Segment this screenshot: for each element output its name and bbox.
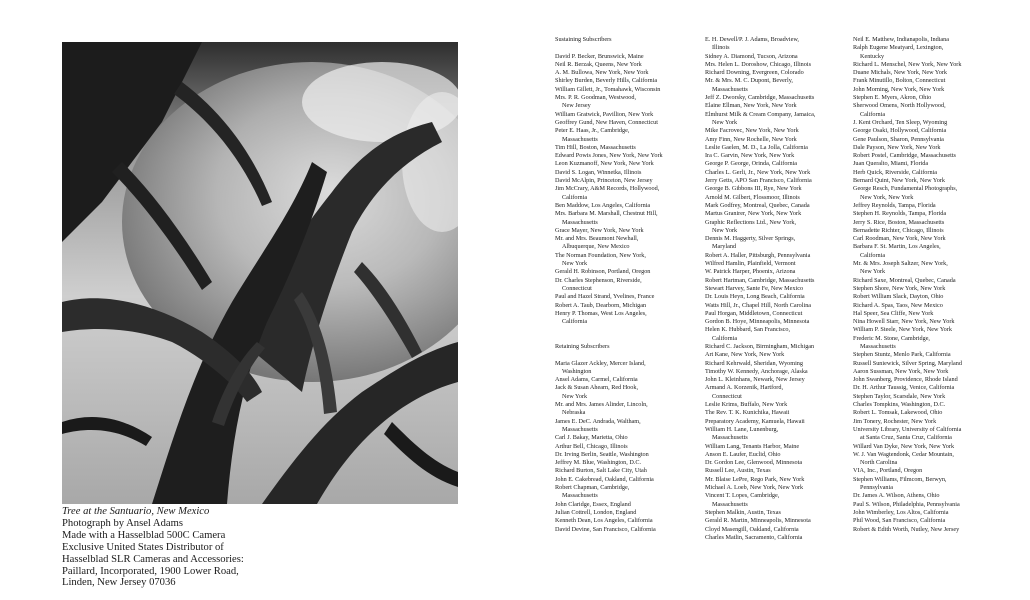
subscriber-entry-continuation: at Santa Cruz, Santa Cruz, California [860, 434, 952, 442]
subscriber-entry: Robert A. Taub, Dearborn, Michigan [555, 301, 647, 309]
subscriber-entry: Dale Payson, New York, New York [853, 143, 941, 151]
caption-title: Tree at the Santuario, New Mexico [62, 506, 210, 517]
caption-line: Hasselblad SLR Cameras and Accessories: [62, 553, 244, 565]
subscriber-entry: William Lang, Tenants Harbor, Maine [705, 442, 800, 450]
subscriber-entry: Carl J. Bakay, Marietta, Ohio [555, 434, 628, 442]
subscriber-entry: Michael A. Loeb, New York, New York [705, 484, 804, 492]
subscriber-entry: David McAlpin, Princeton, New Jersey [555, 177, 653, 185]
subscriber-entry-continuation: California [562, 193, 588, 201]
subscriber-entry: Richard Downing, Evergreen, Colorado [705, 69, 804, 77]
subscriber-entry: Dr. Charles Stephenson, Riverside, [555, 276, 642, 284]
subscriber-entry-continuation: California [860, 110, 886, 118]
subscriber-entry: Gerald R. Martin, Minneapolis, Minnesota [705, 517, 811, 525]
caption-line: Linden, New Jersey 07036 [62, 577, 176, 589]
subscriber-entry: Richard L. Menschel, New York, New York [853, 60, 962, 68]
subscriber-entry: Frank Minutillo, Bolton, Connecticut [853, 77, 946, 85]
subscriber-entry: Kenneth Dean, Los Angeles, California [555, 517, 653, 525]
subscriber-entry-continuation: Connecticut [712, 392, 742, 400]
subscriber-entry: Jerry S. Rice, Boston, Massachusetts [853, 218, 945, 226]
subscriber-entry: Elmhurst Milk & Cream Company, Jamaica, [705, 110, 816, 118]
subscriber-entry: Ralph Eugene Meatyard, Lexington, [853, 44, 944, 52]
subscriber-entry: W. J. Van Wagtendonk, Cedar Mountain, [853, 450, 954, 458]
subscriber-entry-continuation: Pennsylvania [860, 484, 893, 492]
subscriber-entry: Dr. Gordon Lee, Glenwood, Minnesota [705, 459, 803, 467]
subscriber-entry: Julian Cottrell, London, England [555, 508, 637, 516]
subscriber-entry: Bernard Quint, New York, New York [853, 177, 945, 185]
spacer [555, 351, 703, 359]
subscriber-entry: University Library, University of California [853, 425, 962, 433]
section-heading: Sustaining Subscribers [555, 36, 612, 43]
subscriber-entry: Carl Roodman, New York, New York [853, 235, 946, 243]
subscriber-entry: The Norman Foundation, New York, [555, 251, 646, 259]
spacer [555, 326, 703, 334]
subscriber-entry-continuation: Massachusetts [712, 85, 748, 93]
subscriber-entry: John L. Kleinhans, Newark, New Jersey [705, 376, 805, 384]
subscriber-entry-continuation: Massachusetts [562, 425, 598, 433]
subscriber-entry: Aaron Sussman, New York, New York [853, 367, 949, 375]
subscriber-entry: George B. Gibbons III, Rye, New York [705, 185, 802, 193]
subscriber-entry: Dr. James A. Wilson, Athens, Ohio [853, 492, 940, 500]
subscriber-entry: Duane Michals, New York, New York [853, 69, 948, 77]
subscriber-entry: Helen K. Hubbard, San Francisco, [705, 326, 791, 334]
subscriber-entry: Watts Hill, Jr., Chapel Hill, North Carolina [705, 301, 812, 309]
subscriber-entry: John Wimberley, Los Altos, California [853, 508, 949, 516]
subscriber-entry-continuation: Maryland [712, 243, 737, 251]
subscriber-entry: David P. Becker, Brunswick, Maine [555, 52, 644, 60]
subscriber-entry: Russell Suniewick, Silver Spring, Maryland [853, 359, 962, 367]
subscriber-entry: John Swanberg, Providence, Rhode Island [853, 376, 958, 384]
subscriber-entry: Mrs. Helen L. Doroshow, Chicago, Illinois [705, 60, 811, 68]
subscriber-entry-continuation: New York [562, 392, 588, 400]
subscriber-entry: Elaine Ellman, New York, New York [705, 102, 797, 110]
subscriber-entry: Armand A. Korzenik, Hartford, [705, 384, 784, 392]
subscriber-entry: Jerry Getts, APO San Francisco, California [705, 177, 812, 185]
subscriber-entry: George Resch, Fundamental Photographs, [853, 185, 958, 193]
subscriber-entry: Hal Speer, Sea Cliffe, New York [853, 309, 934, 317]
subscriber-entry: Charles Matlin, Sacramento, California [705, 533, 803, 541]
caption-line: Paillard, Incorporated, 1900 Lower Road, [62, 565, 239, 577]
subscriber-entry: Mr. & Mrs. Joseph Saltzer, New York, [853, 260, 948, 268]
tree-photograph [62, 42, 458, 504]
photo-caption [62, 506, 462, 589]
subscriber-entry-continuation: Kentucky [860, 52, 885, 60]
subscriber-entry-continuation: Massachusetts [712, 500, 748, 508]
subscriber-entry: Arthur Bell, Chicago, Illinois [555, 442, 628, 450]
subscriber-entry: E. H. Dewell/P. J. Adams, Broadview, [705, 36, 799, 43]
subscriber-entry-continuation: New York, New York [860, 193, 914, 201]
subscriber-entry: Gerald H. Robinson, Portland, Oregon [555, 268, 651, 276]
subscriber-entry-continuation: Massachusetts [562, 492, 598, 500]
subscriber-entry: Leon Kuzmanoff, New York, New York [555, 160, 654, 168]
subscriber-column-3 [853, 36, 1003, 534]
subscriber-entry-continuation: Massachusetts [562, 218, 598, 226]
subscriber-entry: Robert A. Haller, Pittsburgh, Pennsylvania [705, 251, 811, 259]
subscriber-entry: Gene Paulson, Sharon, Pennsylvania [853, 135, 944, 143]
subscriber-column-2 [705, 36, 855, 542]
subscriber-entry: Gordon B. Hoye, Minneapolis, Minnesota [705, 318, 810, 326]
subscriber-entry: Mr. and Mrs. Beaumont Newhall, [555, 235, 639, 243]
subscriber-entry: Stephen Malkin, Austin, Texas [705, 508, 781, 516]
subscriber-entry: Leslie Gaelen, M. D., La Jolla, California [705, 143, 808, 151]
subscriber-entry: Richard C. Jackson, Birmingham, Michigan [705, 342, 815, 350]
subscriber-entry: Russell Lee, Austin, Texas [705, 467, 771, 475]
subscriber-entry: Stephen H. Reynolds, Tampa, Florida [853, 210, 947, 218]
subscriber-entry: William H. Lane, Lunenburg, [705, 425, 779, 433]
subscriber-entry: Nina Howell Starr, New York, New York [853, 318, 955, 326]
subscriber-entry: Ansel Adams, Carmel, California [555, 376, 638, 384]
subscriber-entry: Tim Hill, Boston, Massachusetts [555, 143, 636, 151]
subscriber-entry: Robert L. Tomsak, Lakewood, Ohio [853, 409, 943, 417]
subscriber-entry: William P. Steele, New York, New York [853, 326, 952, 334]
subscriber-entry: Leslie Krims, Buffalo, New York [705, 401, 788, 409]
subscriber-entry-continuation: Albuquerque, New Mexico [562, 243, 630, 251]
subscriber-entry: Richard Saxe, Montreal, Quebec, Canada [853, 276, 956, 284]
subscriber-entry: Robert Postel, Cambridge, Massachusetts [853, 152, 956, 160]
subscriber-entry: Paul Horgan, Middletown, Connecticut [705, 309, 803, 317]
spacer [555, 44, 703, 52]
subscriber-entry: Jeff Z. Dworsky, Cambridge, Massachusetts [705, 94, 815, 102]
caption-line: Made with a Hasselblad 500C Camera [62, 529, 226, 541]
subscriber-entry-continuation: New Jersey [562, 102, 591, 110]
subscriber-entry: Paul S. Wilson, Philadelphia, Pennsylvania [853, 500, 960, 508]
subscriber-entry: W. Patrick Harper, Phoenix, Arizona [705, 268, 796, 276]
subscriber-entry: Frederic M. Stone, Cambridge, [853, 334, 930, 342]
subscriber-entry-continuation: New York [712, 226, 738, 234]
subscriber-entry: William Gillett, Jr., Tomahawk, Wisconsin [555, 85, 661, 93]
subscriber-entry: Stephen E. Myers, Akron, Ohio [853, 94, 932, 102]
subscriber-entry-continuation: New York [860, 268, 886, 276]
subscriber-entry: Sherwood Omens, North Hollywood, [853, 102, 946, 110]
subscriber-entry: Paul and Hazel Strand, Yvelines, France [555, 293, 655, 301]
subscriber-entry: Stephen Williams, Filmcom, Berwyn, [853, 475, 947, 483]
subscriber-entry: Richard Burton, Salt Lake City, Utah [555, 467, 647, 475]
subscriber-entry: Neil E. Matthew, Indianapolis, Indiana [853, 36, 949, 43]
subscriber-entry: George Osaki, Hollywood, California [853, 127, 947, 135]
subscriber-entry: Jim McCrary, A&M Records, Hollywood, [555, 185, 660, 193]
subscriber-entry: Shirley Burden, Beverly Hills, California [555, 77, 658, 85]
caption-line: Exclusive United States Distributor of [62, 541, 224, 553]
subscriber-entry: Stephen Taylor, Scarsdale, New York [853, 392, 946, 400]
subscriber-entry-continuation: California [860, 251, 886, 259]
subscriber-entry: John Morning, New York, New York [853, 85, 945, 93]
subscriber-entry-continuation: California [562, 318, 588, 326]
subscriber-entry: Willard Van Dyke, New York, New York [853, 442, 955, 450]
section-heading: Retaining Subscribers [555, 342, 610, 350]
subscriber-entry: J. Kent Orchard, Ten Sleep, Wyoming [853, 118, 948, 126]
subscriber-entry: Mr. & Mrs. M. C. Dupont, Beverly, [705, 77, 793, 85]
subscriber-entry: Stephen Stuntz, Menlo Park, California [853, 351, 951, 359]
subscriber-entry: Maria Glazer Ackley, Mercer Island, [555, 359, 646, 367]
subscriber-entry: Mr. and Mrs. James Alinder, Lincoln, [555, 401, 648, 409]
subscriber-entry: Mrs. P. R. Goodman, Westwood, [555, 94, 637, 102]
subscriber-entry: Edward Powis Jones, New York, New York [555, 152, 663, 160]
subscriber-entry-continuation: New York [562, 260, 588, 268]
subscriber-entry: Juan Queralto, Miami, Florida [853, 160, 929, 168]
subscriber-entry: The Rev. T. K. Kunichika, Hawaii [705, 409, 790, 417]
subscriber-entry: Henry P. Thomas, West Los Angeles, [555, 309, 647, 317]
subscriber-entry: Graphic Reflections Ltd., New York, [705, 218, 797, 226]
subscriber-entry: David Devine, San Francisco, California [555, 525, 656, 533]
subscriber-entry: Dr. H. Arthur Taussig, Venice, California [853, 384, 955, 392]
subscriber-entry-continuation: North Carolina [860, 459, 898, 467]
subscriber-entry: A. M. Bullowa, New York, New York [555, 69, 649, 77]
subscriber-entry: Preparatory Academy, Kamuela, Hawaii [705, 417, 805, 425]
subscriber-entry: Mr. Blaise LePre, Rego Park, New York [705, 475, 805, 483]
subscriber-column-1 [555, 36, 703, 534]
subscriber-entry-continuation: New York [712, 118, 738, 126]
subscriber-entry: Stephen Shore, New York, New York [853, 284, 946, 292]
subscriber-entry: Richard Kehrwald, Sheridan, Wyoming [705, 359, 803, 367]
subscriber-entry: Peter E. Haas, Jr., Cambridge, [555, 127, 630, 135]
subscriber-entry: Martus Granirer, New York, New York [705, 210, 802, 218]
subscriber-entry: Herb Quick, Riverside, California [853, 168, 938, 176]
subscriber-entry: Mark Godfrey, Montreal, Quebec, Canada [705, 201, 810, 209]
subscriber-entry: Wilfred Hamlin, Plainfield, Vermont [705, 260, 796, 268]
subscriber-entry: James E. DeC. Andrada, Waltham, [555, 417, 641, 425]
subscriber-entry: Charles Tompkins, Washington, D.C. [853, 401, 946, 409]
subscriber-entry: Robert William Slack, Dayton, Ohio [853, 293, 944, 301]
subscriber-entry-continuation: California [712, 334, 738, 342]
subscriber-entry-continuation: Massachusetts [562, 135, 598, 143]
subscriber-entry: Jeffrey M. Blue, Washington, D.C. [555, 459, 642, 467]
subscriber-entry: John Claridge, Essex, England [555, 500, 631, 508]
subscriber-entry: Stewart Harvey, Sante Fe, New Mexico [705, 284, 804, 292]
subscriber-entry: Sidney A. Diamond, Tucson, Arizona [705, 52, 798, 60]
subscriber-entry: Barbara F. St. Martin, Los Angeles, [853, 243, 941, 251]
subscriber-entry: Jim Tonery, Rochester, New York [853, 417, 937, 425]
subscriber-entry-continuation: Nebraska [562, 409, 586, 417]
subscriber-entry: Neil R. Berzak, Queens, New York [555, 60, 642, 68]
subscriber-entry-continuation: Illinois [712, 44, 730, 52]
subscriber-entry: Ira C. Garvin, New York, New York [705, 152, 795, 160]
subscriber-entry: Robert Chapman, Cambridge, [555, 484, 630, 492]
subscriber-entry-continuation: Washington [562, 367, 592, 375]
subscriber-entry: Art Kane, New York, New York [705, 351, 785, 359]
subscriber-entry: Amy Finn, New Rochelle, New York [705, 135, 797, 143]
subscriber-entry: Vincent T. Lopes, Cambridge, [705, 492, 780, 500]
subscriber-entry: Jack & Susan Ahearn, Red Hook, [555, 384, 639, 392]
subscriber-entry: Grace Mayer, New York, New York [555, 226, 644, 234]
subscriber-entry: Mrs. Barbara M. Marshall, Chestnut Hill, [555, 210, 658, 218]
subscriber-entry: Anson E. Laufer, Euclid, Ohio [705, 450, 781, 458]
subscriber-entry-continuation: Massachusetts [860, 342, 896, 350]
spacer [555, 335, 703, 343]
subscriber-entry: Dennis M. Haggerty, Silver Springs, [705, 235, 796, 243]
subscriber-entry: Robert & Edith Worth, Nutley, New Jersey [853, 525, 960, 533]
caption-line: Photograph by Ansel Adams [62, 517, 183, 529]
subscriber-entry: Charles L. Gerli, Jr., New York, New York [705, 168, 811, 176]
subscriber-entry: George P. George, Orinda, California [705, 160, 798, 168]
subscriber-entry: Jeffrey Reynolds, Tampa, Florida [853, 201, 936, 209]
subscriber-entry: Arnold M. Gilbert, Flossmoor, Illinois [705, 193, 800, 201]
subscriber-entry: William Gratwick, Pavillion, New York [555, 110, 654, 118]
subscriber-entry-continuation: Massachusetts [712, 434, 748, 442]
subscriber-entry: Phil Wood, San Francisco, California [853, 517, 946, 525]
subscriber-entry: John E. Cakebread, Oakland, California [555, 475, 654, 483]
subscriber-entry: David S. Logan, Winnetka, Illinois [555, 168, 642, 176]
subscriber-entry: VIA, Inc., Portland, Oregon [853, 467, 923, 475]
subscriber-entry: Dr. Louis Heyn, Long Beach, California [705, 293, 805, 301]
subscriber-entry: Geoffrey Gund, New Haven, Connecticut [555, 118, 658, 126]
subscriber-entry: Robert Hartman, Cambridge, Massachusetts [705, 276, 815, 284]
subscriber-entry: Cloyd Masengill, Oakland, California [705, 525, 799, 533]
subscriber-entry-continuation: Connecticut [562, 284, 592, 292]
subscriber-entry: Richard A. Spas, Taos, New Mexico [853, 301, 943, 309]
subscriber-entry: Dr. Irving Berlin, Seattle, Washington [555, 450, 649, 458]
subscriber-entry: Ben Maddow, Los Angeles, California [555, 201, 651, 209]
subscriber-entry: Bernadette Richter, Chicago, Illinois [853, 226, 944, 234]
subscriber-entry: Mike Facrovec, New York, New York [705, 127, 799, 135]
subscriber-entry: Timothy W. Kennedy, Anchorage, Alaska [705, 367, 808, 375]
